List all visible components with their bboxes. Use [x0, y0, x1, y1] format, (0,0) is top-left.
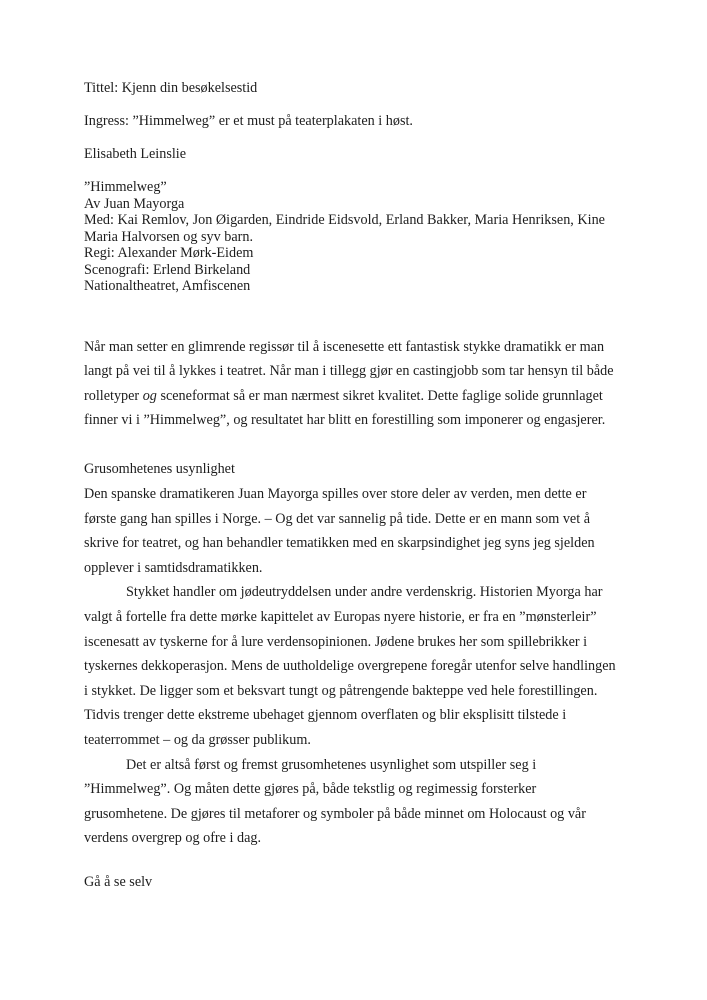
- paragraph-stykket: [84, 580, 632, 752]
- text-run: valgt å fortelle fra dette mørke kapittelet av Europas nyere historie, er fra en ”mønsterleir”: [84, 609, 597, 626]
- text-run: skrive for teatret, og han behandler tematikken med en skarpsindighet jeg syns jeg sjelden: [84, 535, 595, 552]
- text-run: rolletyper: [84, 387, 143, 404]
- text-run: Gå å se selv: [84, 873, 153, 890]
- credit-line: Scenografi: Erlend Birkeland: [84, 261, 251, 278]
- text-line: [84, 728, 632, 753]
- text-line: [84, 384, 632, 409]
- credit-line: ”Himmelweg”: [84, 179, 167, 195]
- document-content: [84, 80, 632, 895]
- credit-line: Nationaltheatret, Amfiscenen: [84, 278, 251, 294]
- section-heading-grusomhetenes-usynlighet: [84, 457, 632, 482]
- text-run: opplever i samtidsdramatikken.: [84, 559, 263, 576]
- text-run: i stykket. De ligger som et beksvart tungt og påtrengende bakteppe ved hele forestillingen.: [84, 682, 598, 699]
- text-run: sceneformat så er man nærmest sikret kvalitet. Dette faglige solide grunnlaget: [156, 387, 603, 404]
- text-line: [84, 654, 632, 679]
- body-text: [84, 335, 632, 895]
- credit-line: Av Juan Mayorga: [84, 195, 185, 212]
- text-line: [84, 580, 632, 605]
- text-line: [84, 482, 632, 507]
- title-line: Tittel: Kjenn din besøkelsestid: [84, 80, 258, 96]
- text-line: [84, 826, 632, 851]
- text-run: første gang han spilles i Norge. – Og det var sannelig på tide. Dette er en mann som vet å: [84, 510, 591, 527]
- text-run: teaterrommet – og da grøsser publikum.: [84, 732, 311, 748]
- text-line: [84, 679, 632, 704]
- text-run: Når man setter en glimrende regissør til å iscenesette ett fantastisk stykke dramatikk er man: [84, 338, 605, 355]
- text-run: Den spanske dramatikeren Juan Mayorga spilles over store deler av verden, men dette er: [84, 486, 587, 503]
- text-line: [84, 457, 632, 482]
- text-line: [84, 777, 632, 802]
- text-line: [84, 753, 632, 778]
- text-run: og: [142, 387, 157, 404]
- credit-line: Med: Kai Remlov, Jon Øigarden, Eindride Eidsvold, Erland Bakker, Maria Henriksen, Kine: [84, 212, 605, 228]
- text-line: [84, 870, 632, 895]
- text-run: tyskernes dekkoperasjon. Mens de uutholdelige overgrepene foregår utenfor selve handlingen: [84, 658, 616, 675]
- section-heading-ga-a-se-selv: [84, 870, 632, 895]
- paragraph-intro: [84, 335, 632, 433]
- text-line: [84, 703, 632, 728]
- credit-line: Maria Halvorsen og syv barn.: [84, 228, 254, 245]
- paragraph-det-er-altsa: [84, 753, 632, 851]
- text-run: verdens overgrep og ofre i dag.: [84, 830, 262, 847]
- text-line: [84, 556, 632, 581]
- text-run: langt på vei til å lykkes i teatret. Når man i tillegg gjør en castingjobb som tar hensyn til både: [84, 363, 614, 380]
- text-run: Stykket handler om jødeutryddelsen under andre verdenskrig. Historien Myorga har: [126, 584, 603, 601]
- text-run: ”Himmelweg”. Og måten dette gjøres på, både tekstlig og regimessig forsterker: [84, 781, 537, 798]
- text-run: Det er altså først og fremst grusomhetenes usynlighet som utspiller seg i: [126, 756, 537, 773]
- text-line: [84, 359, 632, 384]
- text-run: Tidvis trenger dette ekstreme ubehaget gjennom overflaten og blir eksplisitt tilstede i: [84, 707, 567, 724]
- author-line: Elisabeth Leinslie: [84, 146, 187, 162]
- paragraph-mayorga: [84, 482, 632, 580]
- ingress-line: Ingress: ”Himmelweg” er et must på teaterplakaten i høst.: [84, 113, 413, 129]
- text-line: [84, 605, 632, 630]
- text-run: iscenesatt av tyskerne for å lure verdensopinionen. Jødene brukes her som spillebrikker i: [84, 633, 588, 650]
- text-line: [84, 802, 632, 827]
- credit-line: Regi: Alexander Mørk-Eidem: [84, 245, 254, 261]
- text-run: finner vi i ”Himmelweg”, og resultatet har blitt en forestilling som imponerer og engasjerer.: [84, 412, 606, 429]
- text-line: [84, 335, 632, 360]
- credits-block: [84, 179, 632, 295]
- text-line: [84, 408, 632, 433]
- text-line: [84, 507, 632, 532]
- text-run: Grusomhetenes usynlighet: [84, 461, 235, 478]
- text-line: [84, 531, 632, 556]
- text-line: [84, 630, 632, 655]
- text-run: grusomhetene. De gjøres til metaforer og symboler på både minnet om Holocaust og vår: [84, 805, 586, 822]
